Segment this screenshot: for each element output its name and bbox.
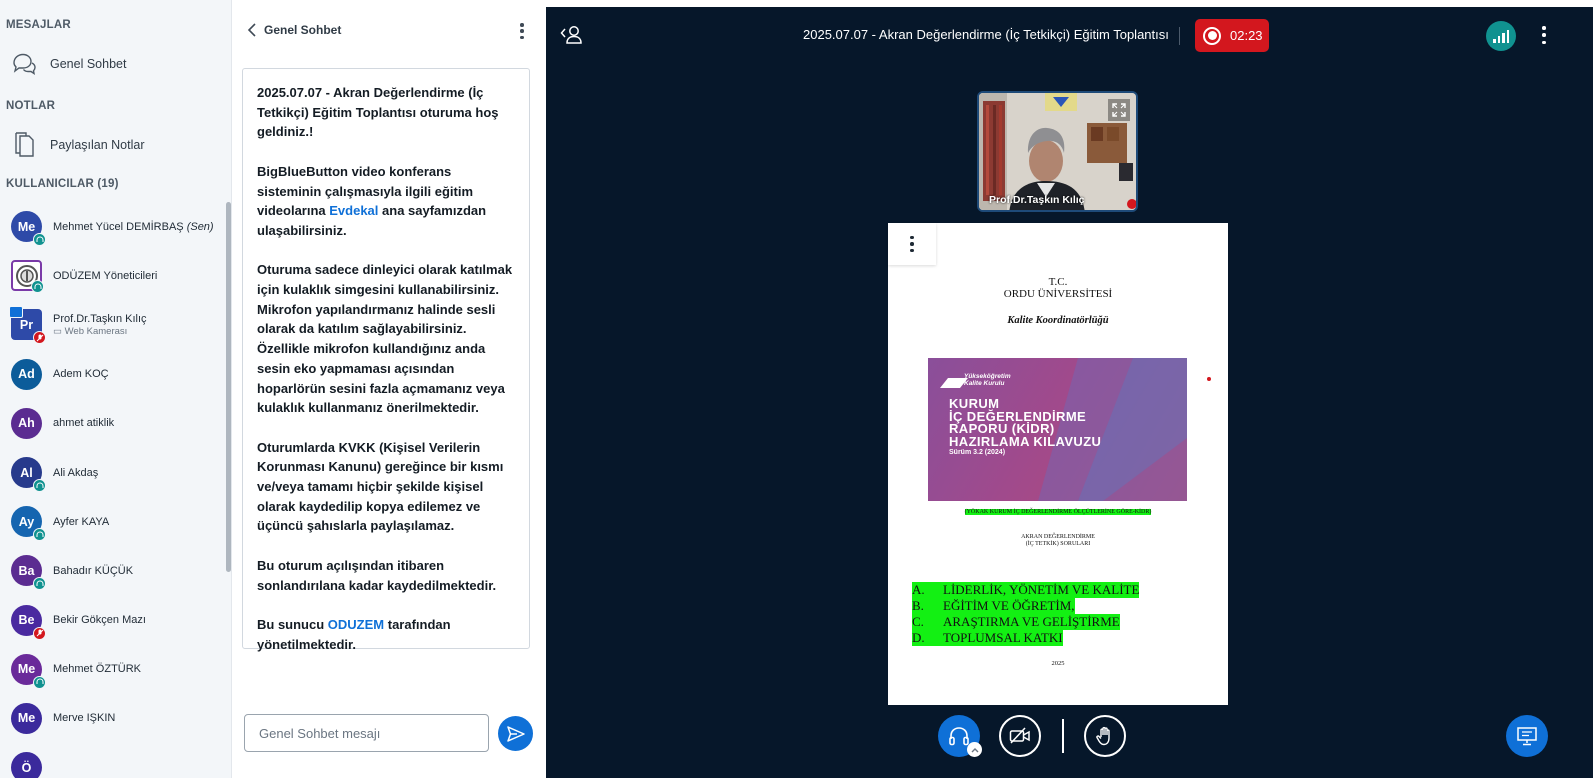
- chat-message-input[interactable]: [244, 714, 489, 752]
- user-name: [53, 614, 146, 626]
- user-name: [53, 467, 98, 479]
- listen-only-icon: [33, 479, 46, 492]
- listen-only-icon: [33, 577, 46, 590]
- avatar: [11, 506, 42, 537]
- agenda-text: LİDERLİK, YÖNETİM VE KALİTE: [943, 582, 1140, 597]
- slide-year: 2025: [1051, 660, 1065, 667]
- user-list-item[interactable]: [0, 596, 226, 645]
- connection-status-button[interactable]: [1486, 21, 1516, 51]
- user-list-sidebar: [0, 0, 232, 778]
- user-info: [42, 565, 133, 577]
- cover-logo-text: Yükseköğretim Kalite Kurulu: [964, 373, 1011, 387]
- listen-only-icon: [31, 280, 44, 293]
- slide-subtitle-highlight: (YÖKAK KURUM İÇ DEĞERLENDİRME ÖLÇÜTLERİNE GÖRE-KİDR): [964, 509, 1152, 515]
- agenda-text: EĞİTİM VE ÖĞRETİM,: [943, 598, 1075, 613]
- agenda-letter: D.: [912, 630, 925, 645]
- muted-microphone-icon: [33, 627, 46, 640]
- user-name: [53, 516, 109, 528]
- public-chat-link[interactable]: [10, 47, 220, 81]
- avatar-initials: Me: [17, 219, 36, 234]
- agenda-letter: A.: [912, 582, 925, 597]
- meeting-title: 2025.07.07 - Akran Değerlendirme (İç Tetkikçi) Eğitim Toplantısı: [803, 27, 1169, 42]
- headphones-icon: [948, 726, 970, 746]
- agenda-text: TOPLUMSAL KATKI: [943, 630, 1063, 645]
- user-info: [42, 467, 98, 479]
- user-list-scrollbar[interactable]: [226, 202, 231, 572]
- presentation-icon: [1516, 726, 1538, 746]
- signal-bar: [1493, 39, 1496, 43]
- user-name-text: Bekir Gökçen Mazı: [53, 614, 146, 627]
- avatar: [11, 260, 42, 291]
- shared-notes-label: Paylaşılan Notlar: [50, 138, 145, 152]
- welcome-paragraph-2: [257, 162, 517, 241]
- welcome-text: BigBlueButton video konferans sisteminin çalışmasıyla ilgili eğitim videolarına: [257, 163, 474, 219]
- guide-cover-image: [928, 358, 1187, 501]
- webcam-user-name: Prof.Dr.Taşkın Kılıç: [989, 194, 1085, 206]
- evdekal-link[interactable]: Evdekal: [329, 203, 379, 219]
- pointer-indicator: [1207, 377, 1211, 381]
- user-list-item[interactable]: [0, 399, 226, 448]
- restore-presentation-button[interactable]: [1506, 715, 1548, 757]
- avatar-initials: Pr: [19, 317, 34, 332]
- avatar-initials: Ah: [18, 416, 35, 431]
- agenda-letter: B.: [912, 598, 924, 613]
- avatar-initials: Ay: [18, 514, 35, 529]
- avatar: [11, 309, 42, 340]
- user-name: [53, 221, 214, 233]
- avatar-initials: Ö: [21, 760, 32, 775]
- slide-agenda-item: [912, 630, 1063, 646]
- user-name-text: Mehmet ÖZTÜRK: [53, 663, 142, 676]
- recording-indicator[interactable]: [1195, 19, 1269, 52]
- video-off-icon: [1009, 727, 1031, 745]
- user-list-item[interactable]: [0, 300, 226, 349]
- expand-icon: [1112, 103, 1126, 117]
- user-name: [53, 663, 141, 675]
- user-info: [42, 614, 146, 626]
- avatar: [11, 703, 42, 734]
- user-list-item[interactable]: [0, 694, 226, 743]
- user-info: [42, 516, 109, 528]
- hand-icon: [1096, 726, 1114, 746]
- user-list-item[interactable]: [0, 202, 226, 251]
- user-name-text: Adem KOÇ: [53, 368, 109, 381]
- slide-coordination-text: Kalite Koordinatörlüğü: [1007, 315, 1109, 326]
- avatar-initials: Me: [17, 662, 36, 677]
- welcome-paragraph-6: [257, 615, 517, 654]
- chevron-left-icon: [247, 23, 257, 37]
- user-name: [53, 368, 109, 380]
- document-icon: [10, 131, 38, 159]
- chevron-up-icon: [971, 747, 979, 753]
- user-list-item[interactable]: [0, 497, 226, 546]
- avatar: [11, 408, 42, 439]
- hide-chat-button[interactable]: [242, 20, 262, 40]
- user-name: [53, 565, 133, 577]
- recording-time: 02:23: [1230, 28, 1263, 43]
- avatar: [11, 654, 42, 685]
- agenda-text: ARAŞTIRMA VE GELİŞTİRME: [943, 614, 1120, 629]
- avatar-initials: Ba: [18, 563, 35, 578]
- presenter-icon: [9, 306, 23, 318]
- webcam-video-tile[interactable]: [977, 91, 1138, 212]
- signal-bar: [1507, 30, 1510, 43]
- user-info: [42, 368, 109, 380]
- slide-small-line-1: AKRAN DEĞERLENDİRME: [1021, 534, 1095, 540]
- avatar: [11, 457, 42, 488]
- user-list-item[interactable]: [0, 350, 226, 399]
- welcome-paragraph-4: Oturumlarda KVKK (Kişisel Verilerin Korunması Kanunu) gereğince bir kısmı ve/veya tamamı hiçbir şekilde kişisel olarak kaydedilip kopya edilemez ve üçüncü şahıslarla paylaşılamaz.: [257, 439, 504, 534]
- welcome-message: [242, 68, 530, 652]
- slide-subtitle-line: [888, 509, 1228, 515]
- slide-tc-text: T.C.: [1048, 276, 1068, 288]
- user-info: [42, 270, 157, 282]
- welcome-paragraph-3: Oturuma sadece dinleyici olarak katılmak için kulaklık simgesini kullanabilirsiniz. Mikrofon yapılandırmanız halinde sesli olarak da katılım sağlayabilirsiniz. Özellikle mikrofon kullandığınız anda sesin eko yapmaması açısından hoparlörün sesini fazla açmamanız veya kulaklık kullanmanız önerilmektedir.: [257, 262, 513, 416]
- avatar: [11, 752, 42, 778]
- user-name-text: Ali Akdaş: [53, 466, 99, 479]
- record-icon: [1203, 27, 1221, 45]
- share-webcam-button[interactable]: [999, 715, 1041, 757]
- user-info: [42, 221, 214, 233]
- avatar-initials: Me: [17, 711, 36, 726]
- avatar: [11, 211, 42, 242]
- send-message-button[interactable]: [498, 716, 533, 751]
- presentation-area: [546, 7, 1593, 778]
- slide-small-line-2: (İÇ TETKİK) SORULARI: [1025, 541, 1091, 547]
- raise-hand-button[interactable]: [1084, 715, 1126, 757]
- presentation-slide[interactable]: [888, 223, 1228, 705]
- avatar-initials: Be: [18, 613, 35, 628]
- user-list-item[interactable]: [0, 743, 226, 778]
- chat-bubbles-icon: [10, 50, 38, 78]
- welcome-paragraph-5: Bu oturum açılışından itibaren sonlandırılana kadar kaydedilmektedir.: [257, 557, 497, 593]
- you-label: (Sen): [186, 220, 214, 233]
- user-list-item[interactable]: [0, 645, 226, 694]
- user-name-text: Prof.Dr.Taşkın Kılıç: [53, 312, 147, 325]
- avatar-initials: Al: [20, 465, 33, 480]
- signal-bar: [1502, 33, 1505, 43]
- chat-header: [232, 0, 546, 60]
- user-status-text: Web Kamerası: [64, 325, 128, 337]
- user-list-item[interactable]: [0, 448, 226, 497]
- user-name-text: Mehmet Yücel DEMİRBAŞ: [53, 220, 184, 233]
- listen-only-icon: [33, 676, 46, 689]
- audio-settings-button[interactable]: [967, 742, 982, 757]
- slide-university-text: ORDU ÜNİVERSİTESİ: [1003, 288, 1113, 300]
- user-list-item[interactable]: [0, 251, 226, 300]
- title-divider: [1179, 27, 1180, 45]
- user-status: [53, 326, 147, 337]
- user-name-text: Ayfer KAYA: [53, 515, 110, 528]
- welcome-text: ana sayfamızdan ulaşabilirsiniz.: [257, 203, 487, 238]
- cover-title: KURUM İÇ DEĞERLENDİRME RAPORU (KİDR) HAZIRLAMA KILAVUZU: [949, 396, 1102, 449]
- user-list-item[interactable]: [0, 546, 226, 595]
- signal-bar: [1498, 36, 1501, 43]
- public-chat-label: Genel Sohbet: [50, 57, 127, 71]
- avatar: [11, 555, 42, 586]
- user-name: [53, 712, 115, 724]
- user-name-text: ahmet atiklik: [53, 417, 115, 430]
- oduzem-link[interactable]: ODUZEM: [327, 616, 385, 632]
- notes-section-title: NOTLAR: [6, 100, 56, 112]
- user-name: [53, 313, 147, 325]
- slide-agenda-item: [912, 582, 1139, 598]
- agenda-letter: C.: [912, 614, 924, 629]
- avatar-initials: Ad: [18, 367, 35, 382]
- fullscreen-button[interactable]: [1108, 99, 1130, 121]
- welcome-text: Bu sunucu: [257, 616, 328, 632]
- users-list: [0, 202, 226, 778]
- controls-separator: [1062, 719, 1064, 753]
- top-navbar: [546, 7, 1593, 63]
- muted-microphone-icon: [33, 331, 46, 344]
- slide-agenda-item: [912, 598, 1075, 614]
- user-info: [42, 313, 147, 337]
- user-info: [42, 712, 115, 724]
- avatar: [11, 359, 42, 390]
- listen-only-icon: [33, 233, 46, 246]
- options-menu-button[interactable]: [1539, 24, 1549, 46]
- chat-options-button[interactable]: [512, 20, 532, 42]
- presentation-options-button[interactable]: [888, 223, 936, 265]
- chat-title: Genel Sohbet: [264, 23, 342, 37]
- listen-only-icon: [33, 528, 46, 541]
- toggle-user-list-button[interactable]: [560, 24, 584, 46]
- slide-agenda-item: [912, 614, 1120, 630]
- cover-version: Sürüm 3.2 (2024): [949, 449, 1006, 456]
- users-section-title: KULLANICILAR (19): [6, 178, 119, 190]
- chat-panel: [232, 0, 546, 778]
- user-list-toggle-icon: [560, 24, 584, 46]
- messages-section-title: MESAJLAR: [6, 19, 71, 31]
- avatar: [11, 605, 42, 636]
- send-icon: [507, 726, 525, 742]
- user-name: [53, 417, 114, 429]
- webcam-icon: ▭: [53, 325, 62, 337]
- user-info: [42, 417, 114, 429]
- welcome-text: tarafından yönetilmektedir.: [257, 616, 451, 652]
- user-name-text: Merve IŞKIN: [53, 712, 116, 725]
- user-name-text: Bahadır KÜÇÜK: [53, 564, 134, 577]
- user-name-text: ODÜZEM Yöneticileri: [53, 269, 158, 282]
- user-info: [42, 663, 141, 675]
- welcome-paragraph-1: 2025.07.07 - Akran Değerlendirme (İç Tetkikçi) Eğitim Toplantısı oturuma hoş geldiniz.!: [257, 85, 499, 140]
- user-name: [53, 270, 157, 282]
- shared-notes-link[interactable]: [10, 128, 220, 162]
